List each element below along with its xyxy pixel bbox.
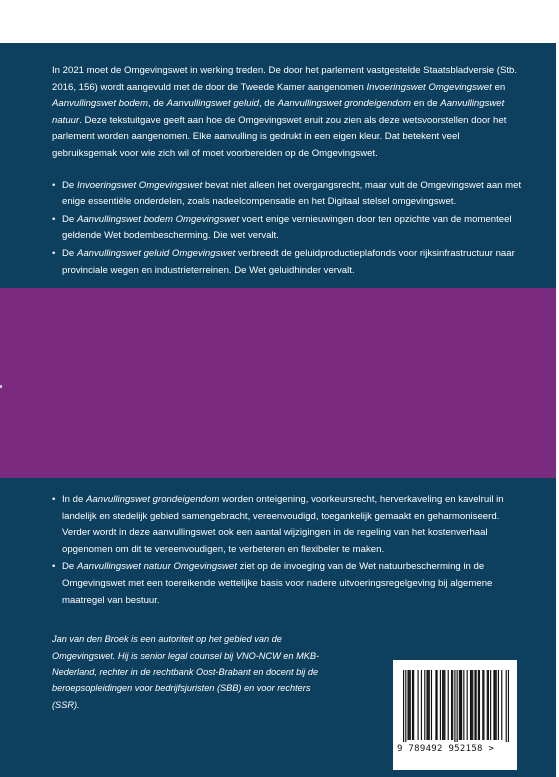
bullet-italic: Aanvullingswet grondeigendom bbox=[86, 494, 220, 505]
barcode-bar bbox=[498, 670, 499, 740]
edge-mark bbox=[0, 385, 2, 388]
bullet-text: De bbox=[62, 561, 77, 573]
barcode-bar bbox=[506, 670, 507, 742]
barcode-bar bbox=[421, 670, 422, 740]
barcode-bar bbox=[410, 670, 411, 740]
barcode-bar bbox=[429, 670, 430, 740]
bullet-item bbox=[52, 492, 522, 558]
bullet-italic: Aanvullingswet natuur Omgevingswet bbox=[76, 561, 237, 573]
barcode-bar bbox=[472, 670, 473, 740]
barcode-bar bbox=[471, 670, 472, 740]
intro-text: en bbox=[491, 81, 506, 93]
intro-italic: Aanvullingswet bodem bbox=[52, 98, 148, 110]
barcode-bar bbox=[405, 670, 406, 742]
barcode-bar bbox=[448, 670, 449, 740]
bullet-item bbox=[52, 246, 522, 279]
barcode-bar bbox=[435, 670, 436, 740]
intro-text: en de bbox=[410, 98, 441, 110]
intro-italic: Invoeringswet Omgevingswet bbox=[366, 81, 492, 93]
bullet-italic: Invoeringswet Omgevingswet bbox=[76, 179, 203, 191]
barcode-bars bbox=[403, 670, 509, 742]
barcode-bar bbox=[501, 670, 502, 740]
barcode-bar bbox=[440, 670, 441, 740]
bullet-text: worden onteigening, voorkeursrecht, herverkaveling en kavelruil in landelijk en stedelijk gebied samengebracht, vereenvoudigd, toegankelijk gemaakt en geharmoniseerd. Verder wordt in deze aanvullingswet ook een aantal wijzigingen in de regeling van het kostenverhaal opgenomen om dit te vereenvoudigen, te verbeteren en flexibeler te maken. bbox=[62, 494, 504, 555]
barcode-bar bbox=[426, 670, 427, 740]
bullet-item bbox=[52, 559, 522, 609]
barcode-bar bbox=[478, 670, 479, 740]
intro-text: . Deze tekstuitgave geeft aan hoe de Omgevingswet eruit zou zien als deze wetsvoorstellen door het parlement worden aangenomen. Elke aanvulling is gedrukt in een eigen kleur. Dat betekent veel gebruiksgemak voor wie zich wil of moet voorbereiden op de Omgevingswet. bbox=[52, 114, 507, 159]
bullet-text: De bbox=[62, 247, 77, 259]
barcode-bar bbox=[461, 670, 462, 740]
barcode-bar bbox=[476, 670, 477, 740]
bullet-italic: Aanvullingswet bodem Omgevingswet bbox=[76, 213, 240, 225]
barcode-bar bbox=[431, 670, 432, 740]
intro-paragraph bbox=[52, 63, 522, 163]
intro-text: In 2021 moet de Omgevingswet in werking treden. De door het parlement vastgestelde Staatsbladversie (Stb. 2016, 156) wordt aangevuld met de door de Tweede Kamer aangenomen bbox=[52, 65, 518, 93]
bullet-text: bevat niet alleen het overgangsrecht, maar vult de Omgevingswet aan met enige essentiële onderdelen, zoals nadeelcompensatie en het Digitaal stelsel omgevingswet. bbox=[62, 179, 522, 208]
barcode-bar bbox=[443, 670, 444, 740]
barcode-bar bbox=[487, 670, 488, 740]
intro-text: , de bbox=[148, 98, 167, 110]
barcode-bar bbox=[403, 670, 404, 742]
barcode-bar bbox=[418, 670, 419, 740]
barcode-bar bbox=[474, 670, 475, 740]
barcode-bar bbox=[452, 670, 453, 740]
barcode-bar bbox=[457, 670, 458, 742]
bullet-italic: Aanvullingswet geluid Omgevingswet bbox=[76, 247, 236, 259]
bottom-text-section bbox=[52, 492, 522, 610]
barcode-bar bbox=[412, 670, 413, 740]
barcode-bar bbox=[494, 670, 495, 740]
barcode-bar bbox=[496, 670, 497, 740]
bullet-text: In de bbox=[62, 494, 87, 505]
barcode-bar bbox=[413, 670, 414, 740]
barcode-bar bbox=[424, 670, 425, 740]
purple-band bbox=[0, 288, 556, 478]
barcode-bar bbox=[488, 670, 489, 740]
barcode-bar bbox=[409, 670, 410, 740]
barcode-bar bbox=[454, 670, 455, 742]
barcode-bar bbox=[467, 670, 468, 740]
barcode-bar bbox=[442, 670, 443, 740]
barcode-bar bbox=[407, 670, 408, 740]
barcode-bar bbox=[459, 670, 460, 740]
author-bio: Jan van den Broek is een autoriteit op het gebied van de Omgevingswet. Hij is senior legal counsel bij VNO-NCW en MKB-Nederland, rechter in de rechtbank Oost-Brabant en docent bij de beroepsopleidingen voor bedrijfsjuristen (SBB) en voor rechters (SSR). bbox=[52, 634, 320, 710]
intro-italic: Aanvullingswet geluid bbox=[166, 98, 259, 110]
top-text-section bbox=[52, 63, 522, 280]
barcode-bar bbox=[482, 670, 483, 740]
bullet-text: verbreedt de geluidproductieplafonds voor rijksinfrastructuur naar provinciale wegen en industrieterreinen. De Wet geluidhinder vervalt. bbox=[62, 247, 515, 276]
bullet-text: De bbox=[62, 213, 77, 225]
bottom-bullet-list bbox=[52, 492, 522, 609]
barcode-bar bbox=[451, 670, 452, 740]
barcode-bar bbox=[470, 670, 471, 740]
barcode-bar bbox=[463, 670, 464, 740]
barcode-bar bbox=[490, 670, 491, 740]
intro-italic: Aanvullingswet natuur bbox=[52, 98, 505, 126]
isbn-digits: 9 789492 952158 > bbox=[397, 744, 495, 754]
barcode-bar bbox=[508, 670, 509, 742]
barcode-bar bbox=[483, 670, 484, 740]
bullet-item bbox=[52, 178, 522, 211]
isbn-barcode bbox=[393, 660, 517, 770]
barcode-bar bbox=[479, 670, 480, 740]
bullet-text: voert enige vernieuwingen door ten opzichte van de momenteel geldende Wet bodembescherming. Die wet vervalt. bbox=[62, 213, 512, 242]
barcode-bar bbox=[444, 670, 445, 740]
bullet-text: ziet op de invoeging van de Wet natuurbescherming in de Omgevingswet met een toereikende wettelijke basis voor nadere uitvoeringsregelgeving bij algemene maatregel van bestuur. bbox=[62, 561, 493, 606]
intro-text: , de bbox=[258, 98, 278, 110]
top-bullet-list bbox=[52, 178, 522, 280]
barcode-bar bbox=[493, 670, 494, 740]
barcode-bar bbox=[428, 670, 429, 740]
intro-italic: Aanvullingswet grondeigendom bbox=[277, 98, 411, 110]
bullet-text: De bbox=[62, 179, 77, 191]
barcode-bar bbox=[436, 670, 437, 740]
bullet-item bbox=[52, 212, 522, 245]
barcode-bar bbox=[460, 670, 461, 740]
